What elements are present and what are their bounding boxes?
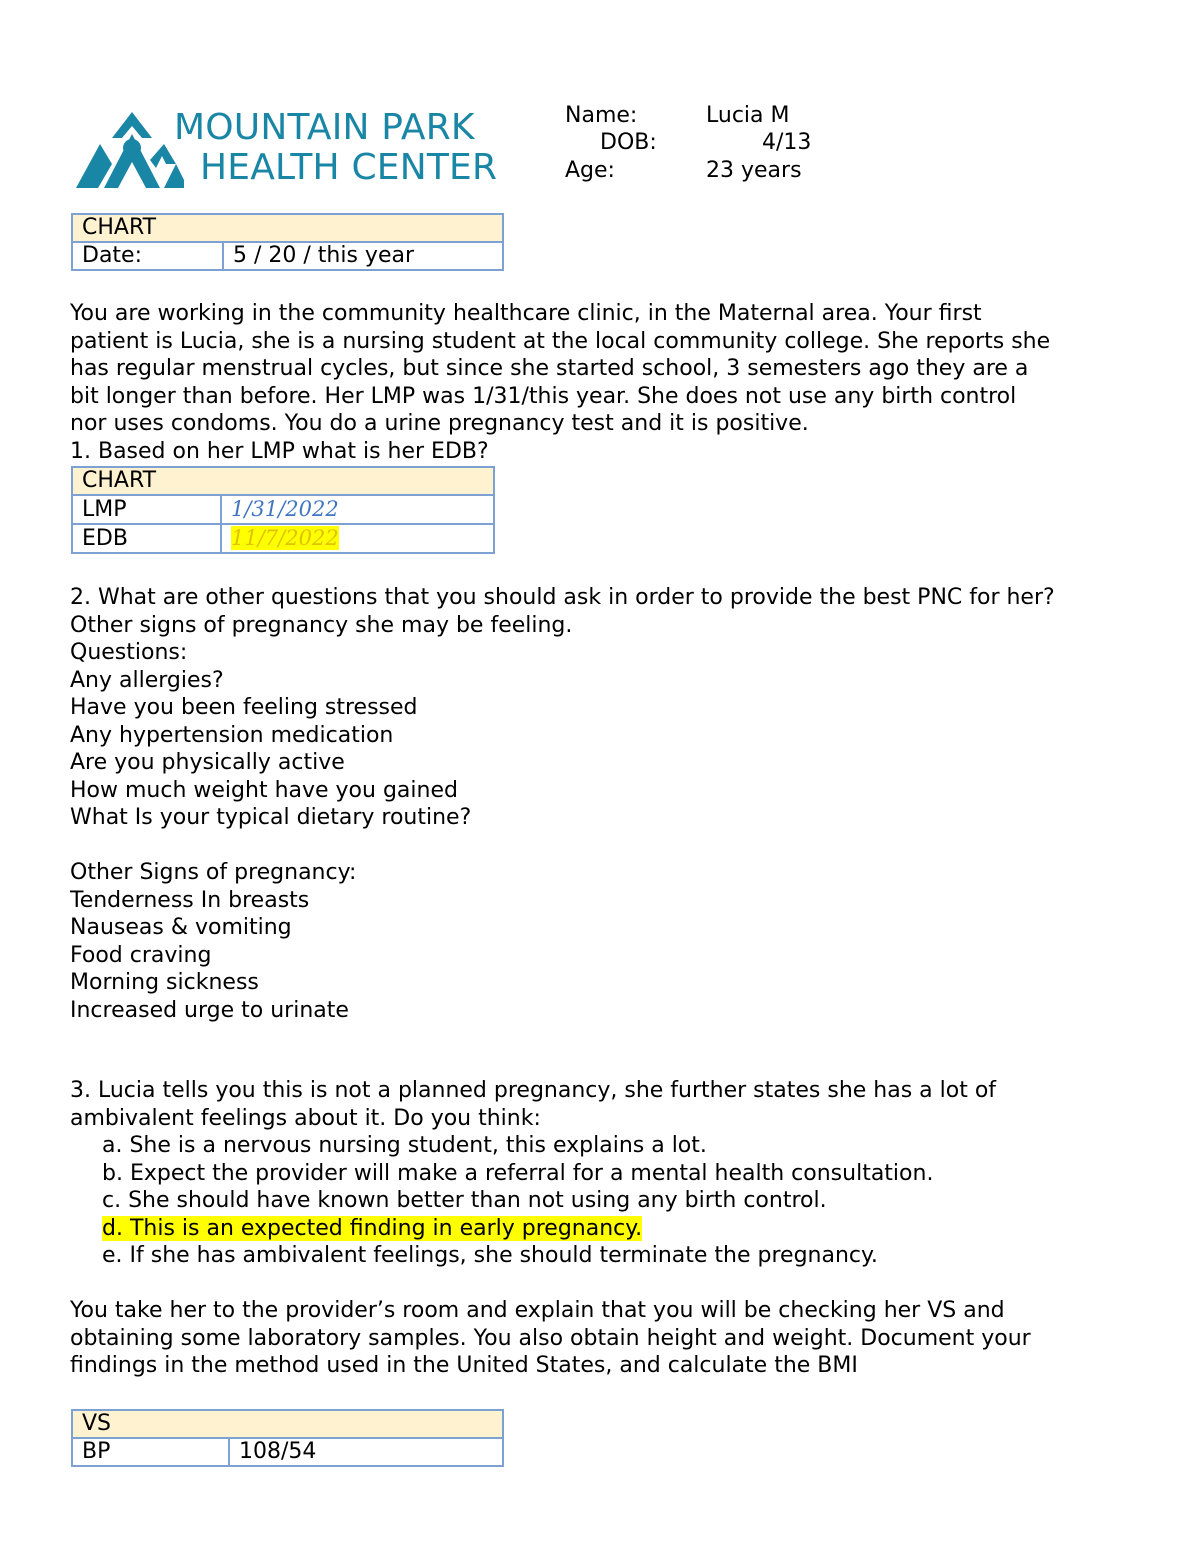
question-3-line: 3. Lucia tells you this is not a planned pregnancy, she further states she has a lot of [70, 1078, 997, 1103]
option-d-container[interactable] [70, 1215, 1140, 1243]
dob-label: DOB: [600, 130, 657, 155]
q2-line: Have you been feeling stressed [70, 695, 418, 720]
intro-paragraph [70, 300, 1140, 465]
signs-title: Other Signs of pregnancy: [70, 860, 357, 885]
name-label: Name: [565, 103, 638, 128]
date-value: 5 / 20 / this year [223, 242, 503, 270]
q2-line: Any allergies? [70, 667, 224, 693]
date-label: Date: [72, 242, 223, 270]
option-d-selected: d. This is an expected finding in early pregnancy. [102, 1215, 643, 1241]
option-c[interactable]: c. She should have known better than not using any birth control. [102, 1188, 827, 1213]
intro-line: has regular menstrual cycles, but since she started school, 3 semesters ago they are a [70, 356, 1029, 381]
q2-line: How much weight have you gained [70, 777, 458, 803]
intro-line: bit longer than before. Her LMP was 1/31/this year. She does not use any birth control [70, 383, 1017, 409]
closing-line: You take her to the provider’s room and explain that you will be checking her VS and [70, 1298, 1005, 1323]
chart-date-table [71, 213, 504, 271]
option-e[interactable]: e. If she has ambivalent feelings, she should terminate the pregnancy. [102, 1243, 878, 1268]
option-b[interactable]: b. Expect the provider will make a referral for a mental health consultation. [102, 1160, 934, 1186]
question-2: 2. What are other questions that you should ask in order to provide the best PNC for her? [70, 585, 1055, 610]
clinic-logo [76, 104, 506, 194]
sign-item: Tenderness In breasts [70, 887, 310, 913]
question-3-section [70, 1077, 1140, 1380]
intro-line: You are working in the community healthcare clinic, in the Maternal area. Your first [70, 301, 982, 326]
logo-text-line1: MOUNTAIN PARK [174, 107, 475, 148]
closing-line: obtaining some laboratory samples. You also obtain height and weight. Document your [70, 1325, 1031, 1351]
vs-table [71, 1409, 504, 1467]
lmp-value: 1/31/2022 [231, 497, 339, 521]
intro-line: nor uses condoms. You do a urine pregnancy test and it is positive. [70, 411, 809, 436]
sign-item: Nauseas & vomiting [70, 915, 292, 940]
edb-label: EDB [72, 524, 221, 553]
question-3-line: ambivalent feelings about it. Do you think: [70, 1105, 541, 1131]
chart-header: CHART [72, 467, 494, 495]
question-2-section [70, 584, 1140, 1024]
q2-line: Questions: [70, 640, 188, 665]
sign-item: Food craving [70, 942, 212, 968]
q2-line: What Is your typical dietary routine? [70, 805, 472, 830]
q2-line: Any hypertension medication [70, 722, 394, 748]
sign-item: Morning sickness [70, 970, 259, 995]
bp-value[interactable]: 108/54 [229, 1438, 503, 1466]
dob-value: 4/13 [762, 130, 812, 155]
question-1: 1. Based on her LMP what is her EDB? [70, 438, 489, 464]
lmp-label: LMP [72, 495, 221, 524]
chart-lmp-edb-table [71, 466, 495, 554]
mountain-logo-icon [76, 108, 186, 190]
chart-header: CHART [72, 214, 503, 242]
lmp-value-cell[interactable] [221, 495, 494, 524]
edb-value-cell[interactable] [221, 524, 494, 553]
option-a[interactable]: a. She is a nervous nursing student, this explains a lot. [102, 1133, 707, 1158]
intro-line: patient is Lucia, she is a nursing student at the local community college. She reports she [70, 328, 1051, 354]
bp-label: BP [72, 1438, 229, 1466]
name-value: Lucia M [706, 103, 790, 128]
age-value: 23 years [706, 158, 802, 183]
sign-item: Increased urge to urinate [70, 997, 349, 1023]
vs-header: VS [72, 1410, 503, 1438]
q2-line: Other signs of pregnancy she may be feeling. [70, 612, 573, 638]
age-label: Age: [565, 158, 615, 183]
q2-line: Are you physically active [70, 750, 345, 775]
closing-line: findings in the method used in the United States, and calculate the BMI [70, 1353, 858, 1378]
edb-value: 11/7/2022 [231, 526, 339, 550]
logo-text-line2: HEALTH CENTER [200, 147, 498, 188]
